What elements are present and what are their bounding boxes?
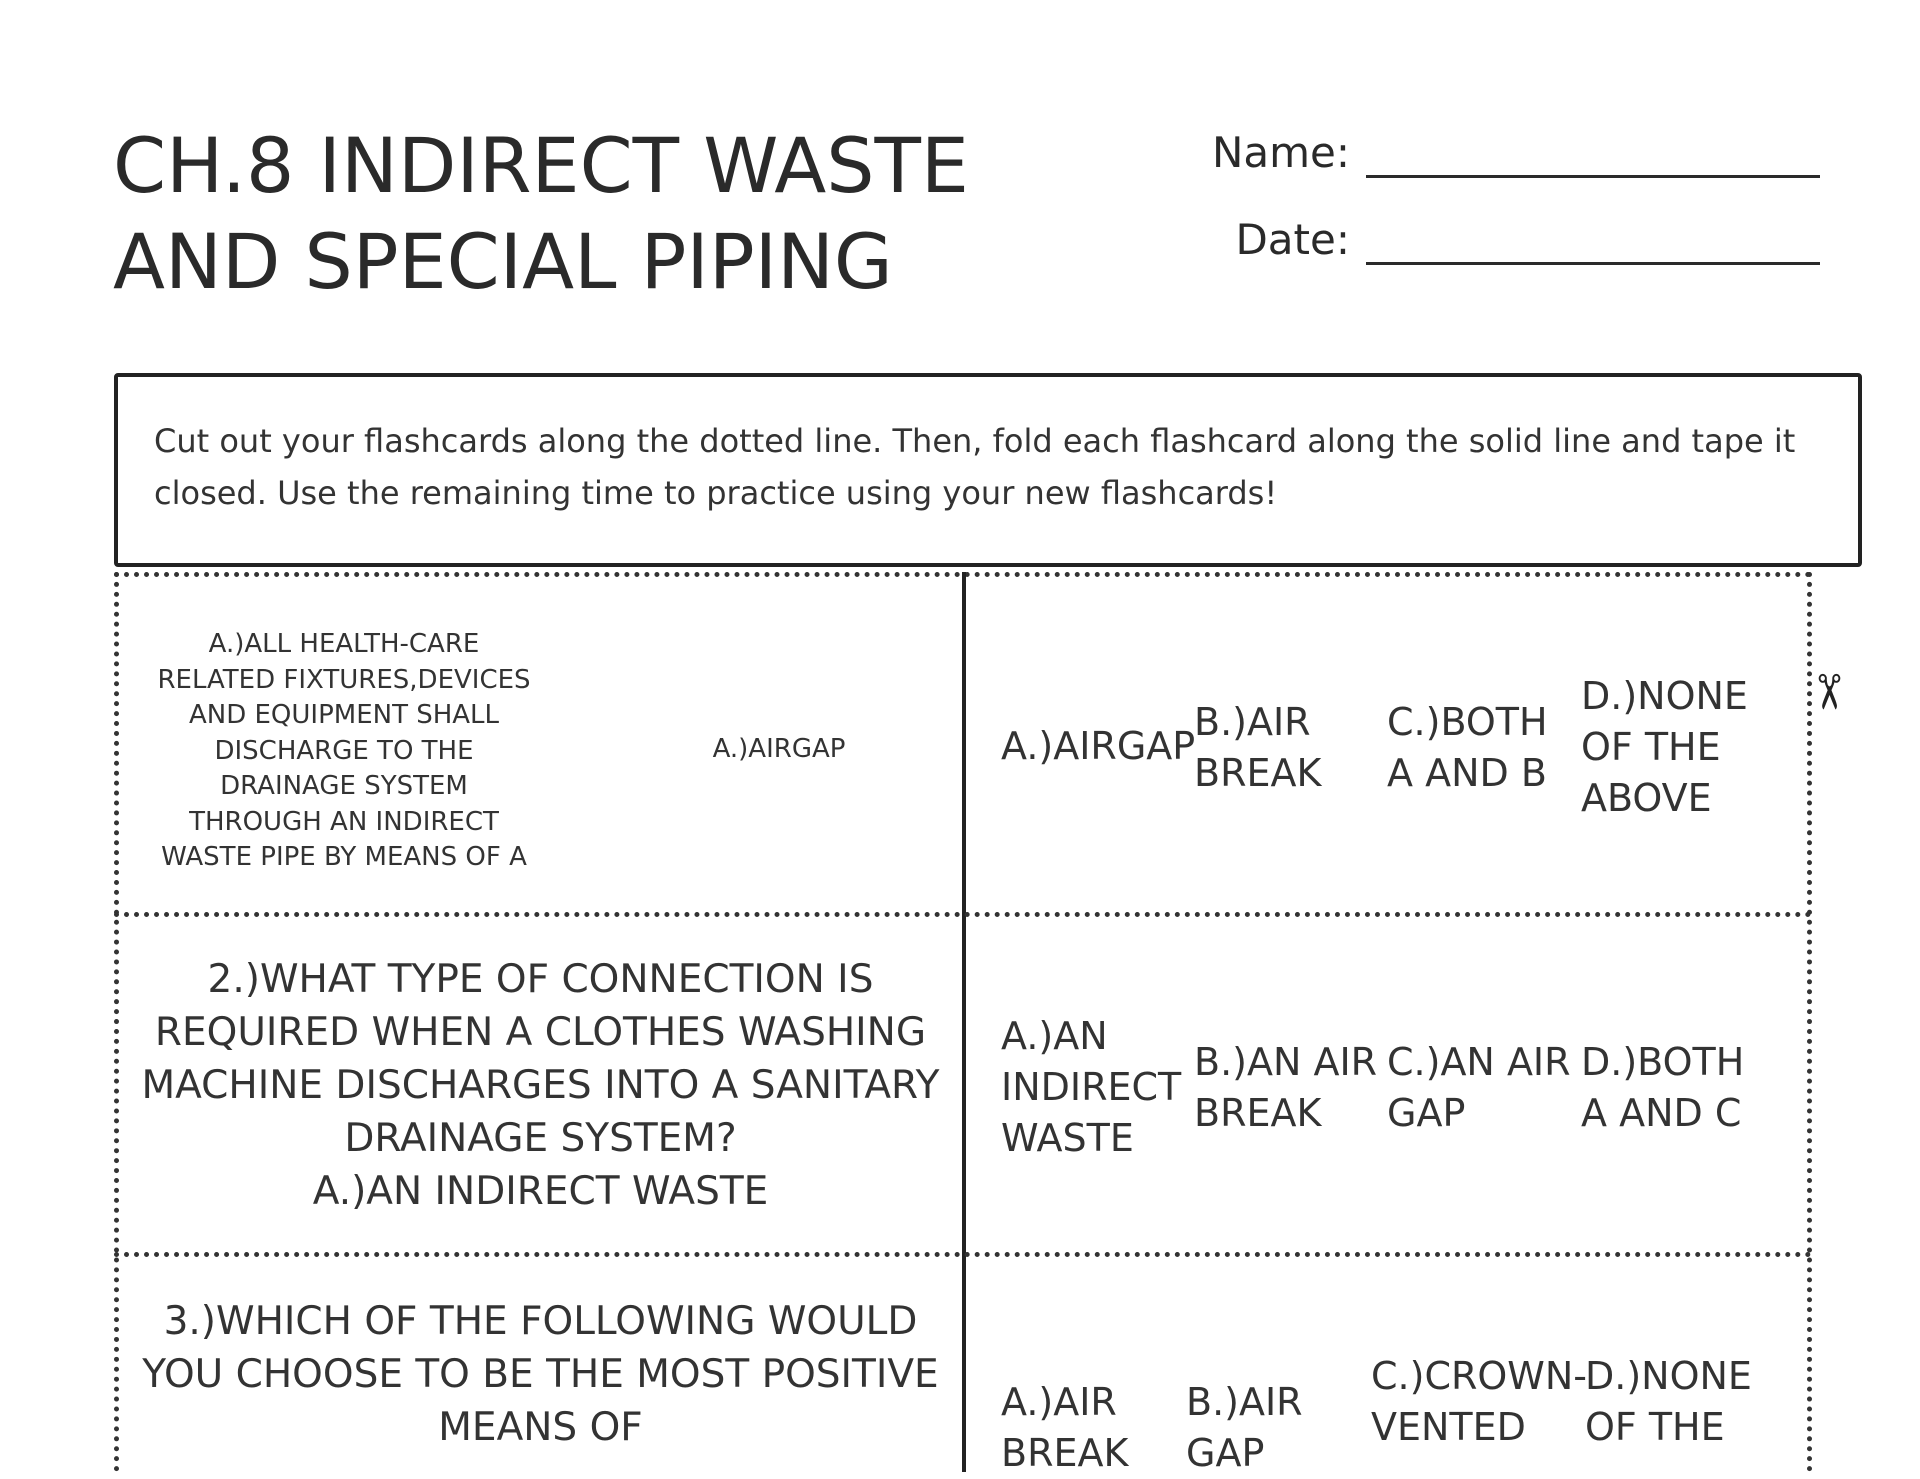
- option-c: C.)CROWN-VENTED: [1371, 1354, 1587, 1449]
- option-a: A.)AIRGAP: [1001, 724, 1196, 768]
- flashcard: [119, 1257, 1807, 1475]
- flashcard-answer: A.)AN INDIRECT WASTE: [312, 1169, 769, 1214]
- flashcard-back: [1001, 917, 1807, 1252]
- flashcard-front: [119, 1257, 962, 1450]
- option-a: A.)AN INDIRECT WASTE: [1001, 1014, 1182, 1160]
- option-d: D.)BOTH A AND C: [1581, 1040, 1745, 1135]
- date-field: [1170, 205, 1820, 265]
- flashcard: [119, 917, 1807, 1252]
- scissors-icon: ✂: [1800, 671, 1857, 713]
- flashcard-question: 3.)WHICH OF THE FOLLOWING WOULD YOU CHOOSE TO BE THE MOST POSITIVE MEANS OF: [142, 1299, 939, 1450]
- name-blank-line[interactable]: [1366, 175, 1820, 178]
- flashcard-answer: A.)AIRGAP: [712, 734, 846, 764]
- flashcard-question: A.)ALL HEALTH-CARE RELATED FIXTURES,DEVICES AND EQUIPMENT SHALL DISCHARGE TO THE DRAINAGE SYSTEM THROUGH AN INDIRECT WASTE PIPE BY MEANS OF A: [157, 629, 531, 872]
- flashcard-back: [1001, 1257, 1807, 1475]
- page-title: CH.8 INDIRECT WASTE AND SPECIAL PIPING: [113, 121, 969, 306]
- option-b: B.)AIR BREAK: [1194, 700, 1322, 795]
- option-d: D.)NONE OF THE ABOVE: [1581, 674, 1748, 820]
- date-label: Date:: [1235, 215, 1350, 264]
- option-a: A.)AIR BREAK: [1001, 1380, 1129, 1475]
- option-b: B.)AN AIR BREAK: [1194, 1040, 1378, 1135]
- flashcard-back: [1001, 577, 1807, 912]
- flashcard-question: 2.)WHAT TYPE OF CONNECTION IS REQUIRED WHEN A CLOTHES WASHING MACHINE DISCHARGES INTO A SANITARY DRAINAGE SYSTEM?: [141, 957, 940, 1161]
- option-d: D.)NONE OF THE: [1585, 1354, 1752, 1449]
- instructions-box: Cut out your flashcards along the dotted line. Then, fold each flashcard along the solid line and tape it closed. Use the remaining time to practice using your new flashcards!: [114, 373, 1862, 567]
- date-blank-line[interactable]: [1366, 262, 1820, 265]
- name-label: Name:: [1211, 128, 1350, 177]
- flashcard-front: [119, 917, 962, 1252]
- flashcard: [119, 577, 1807, 912]
- name-field: [1170, 118, 1820, 178]
- flashcard-front: [119, 577, 962, 912]
- option-c: C.)AN AIR GAP: [1387, 1040, 1571, 1135]
- option-b: B.)AIR GAP: [1186, 1380, 1303, 1475]
- option-c: C.)BOTH A AND B: [1387, 700, 1548, 795]
